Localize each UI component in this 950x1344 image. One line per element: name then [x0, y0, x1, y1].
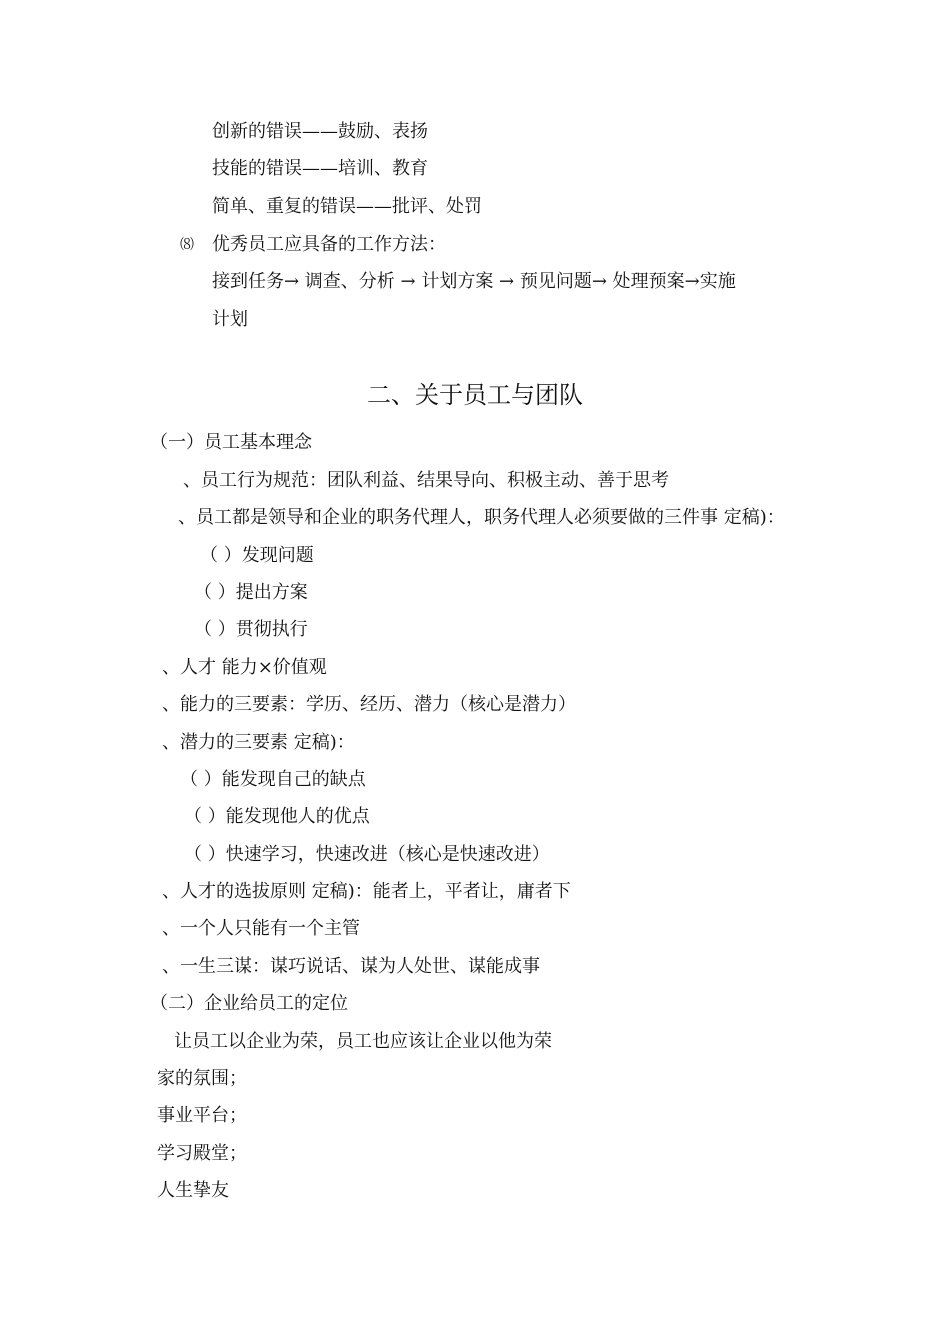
text-line: 人生挚友 [157, 1180, 229, 1201]
workflow-line: 接到任务→ 调查、分析 → 计划方案 → 预见问题→ 处理预案→实施 [212, 271, 736, 292]
text-line: 简单、重复的错误——批评、处罚 [212, 196, 482, 217]
text-line: 、人才 能力×价值观 [162, 657, 327, 678]
text-line: （ ）发现问题 [200, 545, 314, 566]
subsection-heading: （二）企业给员工的定位 [150, 993, 348, 1014]
text-line: 、能力的三要素：学历、经历、潜力（核心是潜力） [162, 694, 576, 715]
list-number: ⑻ [180, 237, 194, 253]
text-line: 、一个人只能有一个主管 [162, 918, 360, 939]
text-line: 家的氛围； [157, 1068, 247, 1089]
text-line: 、一生三谋：谋巧说话、谋为人处世、谋能成事 [162, 956, 540, 977]
text-line: 、员工都是领导和企业的职务代理人，职务代理人必须要做的三件事 定稿)： [178, 507, 785, 528]
text-line: 、潜力的三要素 定稿)： [162, 732, 355, 753]
text-line: （ ）快速学习，快速改进（核心是快速改进） [184, 844, 550, 865]
workflow-line-continued: 计划 [212, 309, 248, 330]
text-line: （ ）能发现自己的缺点 [180, 769, 366, 790]
text-line: 技能的错误——培训、教育 [212, 158, 428, 179]
text-line: 、员工行为规范：团队利益、结果导向、积极主动、善于思考 [183, 470, 669, 491]
text-line: （ ）能发现他人的优点 [184, 806, 370, 827]
text-line: 创新的错误——鼓励、表扬 [212, 121, 428, 142]
subsection-heading: （一）员工基本理念 [150, 432, 312, 453]
text-line: 让员工以企业为荣，员工也应该让企业以他为荣 [174, 1031, 552, 1052]
text-line: （ ）提出方案 [194, 582, 308, 603]
section-title: 二、关于员工与团队 [367, 381, 583, 409]
text-line: 、人才的选拔原则 定稿)：能者上，平者让，庸者下 [162, 881, 571, 902]
text-line: 优秀员工应具备的工作方法： [212, 234, 446, 255]
text-line: （ ）贯彻执行 [194, 619, 308, 640]
text-line: 学习殿堂； [157, 1143, 247, 1164]
text-line: 事业平台； [157, 1105, 247, 1126]
